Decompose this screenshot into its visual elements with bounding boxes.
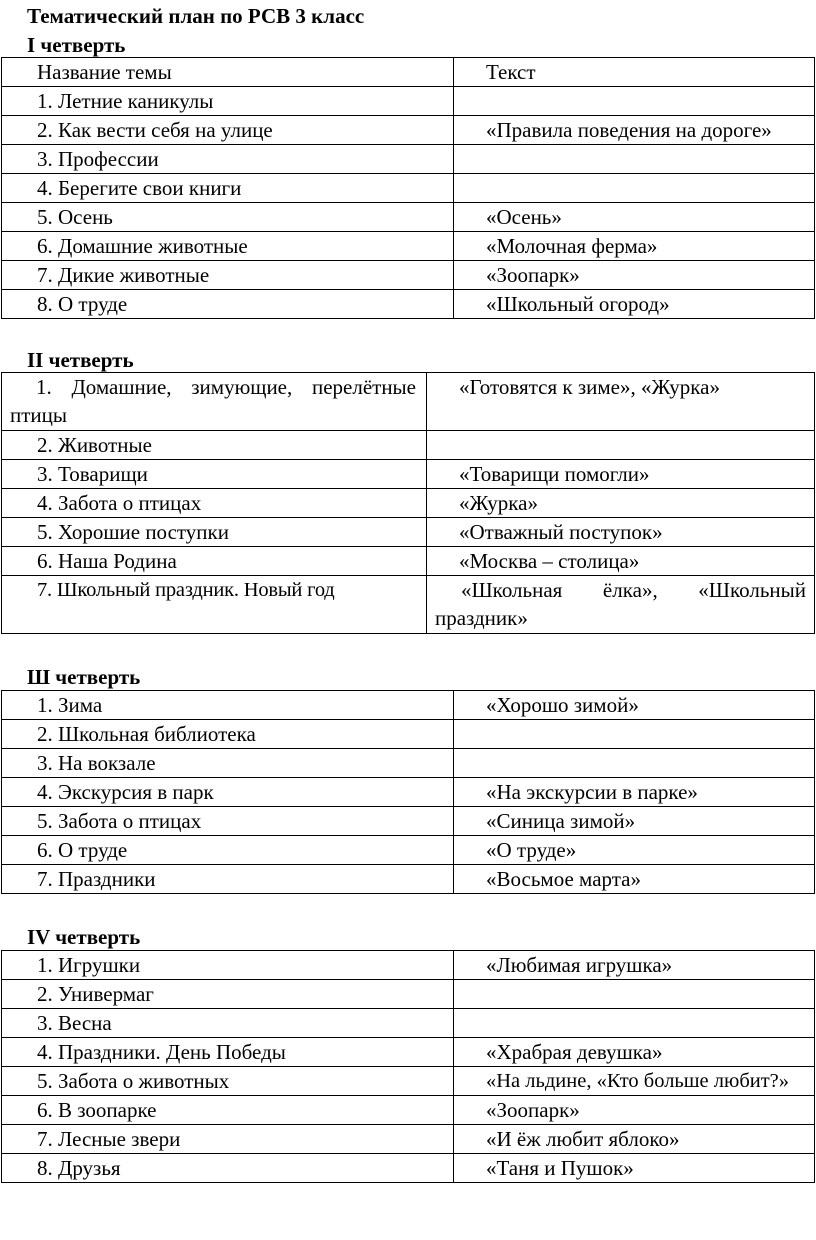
- text-cell: «Правила поведения на дороге»: [454, 116, 815, 145]
- table-row: [2, 547, 815, 576]
- text-cell: «Зоопарк»: [454, 261, 815, 290]
- topic-cell: 7. Лесные звери: [2, 1125, 454, 1154]
- table-row: [2, 1067, 815, 1096]
- table-row: [2, 980, 815, 1009]
- topic-cell: 6. В зоопарке: [2, 1096, 454, 1125]
- table-row: [2, 836, 815, 865]
- topic-cell: 2. Как вести себя на улице: [2, 116, 454, 145]
- text-cell: «Молочная ферма»: [454, 232, 815, 261]
- topic-cell: 3. На вокзале: [2, 749, 454, 778]
- table-row: [2, 203, 815, 232]
- text-cell: [454, 749, 815, 778]
- table-row: [2, 290, 815, 319]
- text-cell: [454, 980, 815, 1009]
- topic-cell: 2. Школьная библиотека: [2, 720, 454, 749]
- topic-cell: 1. Игрушки: [2, 951, 454, 980]
- table-row: [2, 1038, 815, 1067]
- text-cell: «Восьмое марта»: [454, 865, 815, 894]
- text-cell: «Школьный огород»: [454, 290, 815, 319]
- text-cell: «Синица зимой»: [454, 807, 815, 836]
- text-cell: «Готовятся к зиме», «Журка»: [427, 373, 815, 431]
- quarter-4-table: [1, 950, 815, 1183]
- table-row: [2, 807, 815, 836]
- table-row: [2, 951, 815, 980]
- topic-cell: 5. Хорошие поступки: [2, 518, 427, 547]
- topic-cell: 1. Летние каникулы: [2, 87, 454, 116]
- topic-cell: 5. Забота о птицах: [2, 807, 454, 836]
- topic-cell: 4. Экскурсия в парк: [2, 778, 454, 807]
- table-header-row: [2, 58, 815, 87]
- text-cell: «Отважный поступок»: [427, 518, 815, 547]
- topic-cell: 8. Друзья: [2, 1154, 454, 1183]
- table-row: [2, 489, 815, 518]
- quarter-2-table: [1, 372, 815, 634]
- topic-cell: 6. Домашние животные: [2, 232, 454, 261]
- table-row: [2, 116, 815, 145]
- text-cell: [454, 145, 815, 174]
- table-row: [2, 518, 815, 547]
- topic-cell: 4. Праздники. День Победы: [2, 1038, 454, 1067]
- text-cell: «Зоопарк»: [454, 1096, 815, 1125]
- table-row: [2, 460, 815, 489]
- table-row: [2, 1154, 815, 1183]
- topic-cell: 2. Животные: [2, 431, 427, 460]
- topic-cell: 7. Дикие животные: [2, 261, 454, 290]
- text-cell: «И ёж любит яблоко»: [454, 1125, 815, 1154]
- table-row: [2, 1009, 815, 1038]
- table-row: [2, 691, 815, 720]
- text-cell: «О труде»: [454, 836, 815, 865]
- topic-cell: 5. Забота о животных: [2, 1067, 454, 1096]
- text-cell: «Москва – столица»: [427, 547, 815, 576]
- quarter-4-heading: IV четверть: [27, 925, 141, 949]
- text-cell: «На льдине, «Кто больше любит?»: [454, 1067, 815, 1096]
- topic-cell: 7. Праздники: [2, 865, 454, 894]
- text-cell: «Журка»: [427, 489, 815, 518]
- table-row: [2, 431, 815, 460]
- header-text-label: Текст: [486, 60, 536, 84]
- quarter-3-heading: Ш четверть: [27, 665, 141, 689]
- table-row: [2, 865, 815, 894]
- quarter-3-table: [1, 690, 815, 894]
- text-cell: «Школьная ёлка», «Школьный праздник»: [427, 576, 815, 634]
- text-cell: «На экскурсии в парке»: [454, 778, 815, 807]
- topic-cell: 4. Берегите свои книги: [2, 174, 454, 203]
- quarter-1-heading: I четверть: [27, 33, 126, 57]
- text-cell: [454, 1009, 815, 1038]
- table-row: [2, 145, 815, 174]
- text-cell: «Хорошо зимой»: [454, 691, 815, 720]
- text-cell: «Таня и Пушок»: [454, 1154, 815, 1183]
- table-row: [2, 749, 815, 778]
- text-cell: «Товарищи помогли»: [427, 460, 815, 489]
- table-row: [2, 261, 815, 290]
- header-text-cell: [454, 58, 815, 87]
- topic-cell: 6. Наша Родина: [2, 547, 427, 576]
- text-cell: [454, 174, 815, 203]
- header-topic-label: Название темы: [37, 60, 172, 84]
- text-cell: [454, 87, 815, 116]
- topic-cell: 3. Товарищи: [2, 460, 427, 489]
- table-row: [2, 373, 815, 431]
- header-topic-cell: [2, 58, 454, 87]
- topic-cell: 3. Профессии: [2, 145, 454, 174]
- quarter-2-heading: II четверть: [27, 348, 134, 372]
- topic-cell: 3. Весна: [2, 1009, 454, 1038]
- text-cell: «Храбрая девушка»: [454, 1038, 815, 1067]
- topic-cell: 5. Осень: [2, 203, 454, 232]
- table-row: [2, 232, 815, 261]
- table-row: [2, 720, 815, 749]
- text-cell: «Любимая игрушка»: [454, 951, 815, 980]
- document-title: Тематический план по РСВ 3 класс: [27, 4, 365, 28]
- table-row: [2, 1125, 815, 1154]
- text-cell: [454, 720, 815, 749]
- table-row: [2, 87, 815, 116]
- topic-cell: 2. Универмаг: [2, 980, 454, 1009]
- topic-cell: 7. Школьный праздник. Новый год: [2, 576, 427, 634]
- topic-cell: 6. О труде: [2, 836, 454, 865]
- quarter-1-table: [1, 57, 815, 319]
- table-row: [2, 576, 815, 634]
- text-cell: [427, 431, 815, 460]
- topic-cell: 1. Зима: [2, 691, 454, 720]
- table-row: [2, 1096, 815, 1125]
- topic-cell: 8. О труде: [2, 290, 454, 319]
- topic-cell: 4. Забота о птицах: [2, 489, 427, 518]
- table-row: [2, 778, 815, 807]
- topic-cell: 1. Домашние, зимующие, перелётные птицы: [2, 373, 427, 431]
- text-cell: «Осень»: [454, 203, 815, 232]
- table-row: [2, 174, 815, 203]
